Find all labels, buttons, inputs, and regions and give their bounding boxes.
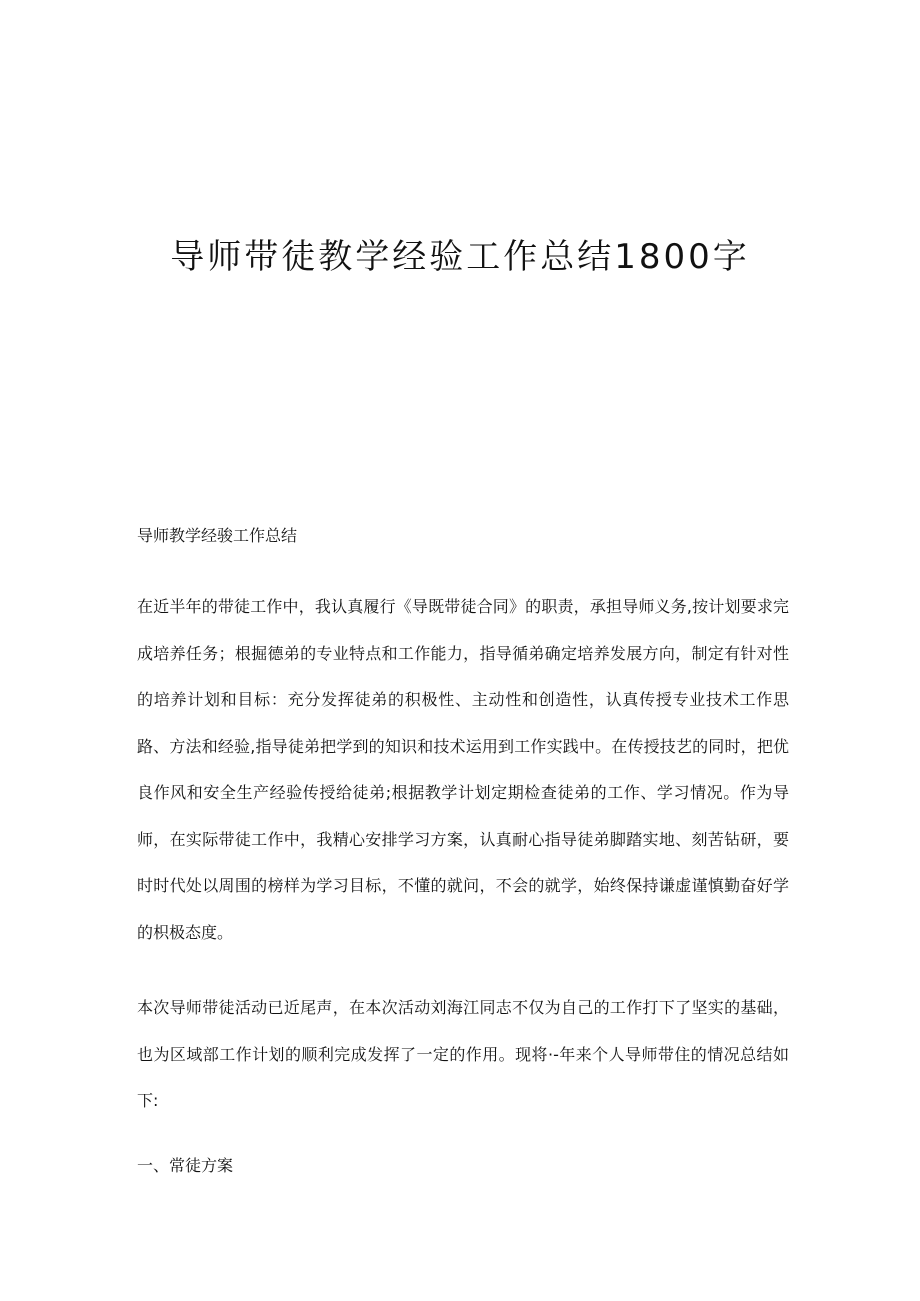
document-title: 导师带徒教学经验工作总结1800字 [170, 237, 750, 277]
section-heading: 一、常徒方案 [137, 1156, 234, 1175]
body-paragraph-1: 在近半年的带徒工作中，我认真履行《导既带徒合同》的职责，承担导师义务,按计划要求完成培养任务；根掘德弟的专业特点和工作能力，指导循弟确定培养发展方向，制定有针对性的培养计划和目标：充分发挥徒弟的积极性、主动性和创造性，认真传授专业技术工作思路、方法和经验,指导徒弟把学到的知识和技术运用到工作实践中。在传授技艺的同时，把优良作风和安全生产经验传授给徒弟;根据教学计划定期检查徒弟的工作、学习情况。作为导师，在实际带徒工作中，我精心安排学习方案，认真耐心指导徒弟脚踏实地、刻苦钻研，要时时代处以周围的榜样为学习目标，不懂的就问，不会的就学，始终保持谦虚谨慎勤奋好学的枳极态度。 [137, 597, 789, 942]
body-paragraph-2: 本次导师带徒活动已近尾声，在本次活动刘海江同志不仅为自己的工作打下了坚实的基础，也为区域部工作计划的顺利完成发挥了一定的作用。现将·-年来个人导师带住的情况总结如下: [137, 998, 789, 1110]
document-subtitle: 导师教学经骏工作总结 [137, 526, 298, 545]
